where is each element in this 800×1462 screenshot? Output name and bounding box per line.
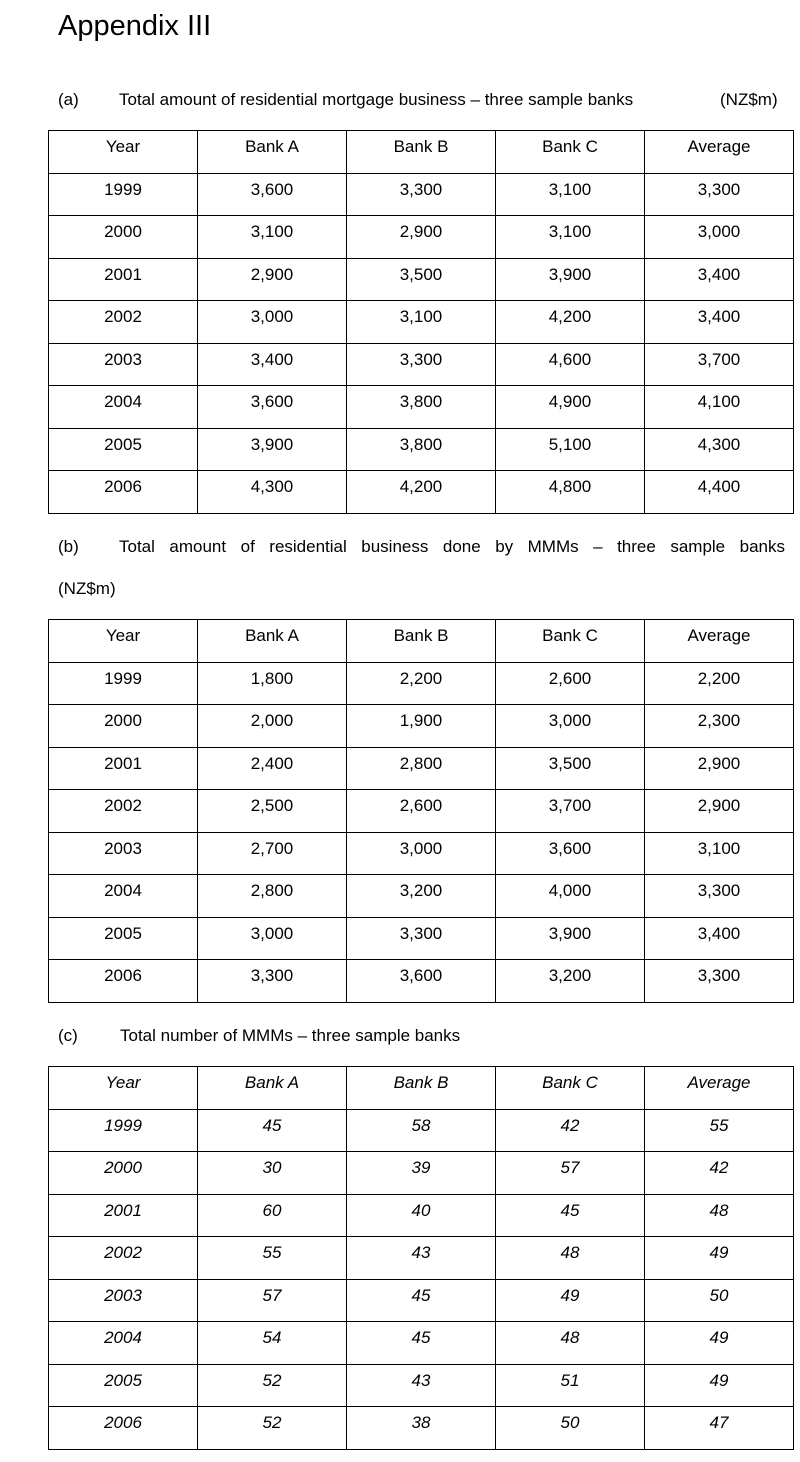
cell-bank-b: 39 <box>347 1152 496 1195</box>
table-header-row <box>49 1067 794 1110</box>
cell-bank-a: 57 <box>198 1279 347 1322</box>
cell-year: 2000 <box>49 1152 198 1195</box>
cell-bank-c: 3,900 <box>496 917 645 960</box>
cell-bank-a: 3,000 <box>198 301 347 344</box>
cell-average: 48 <box>645 1194 794 1237</box>
table-header-row <box>49 131 794 174</box>
col-header-average: Average <box>645 1067 794 1110</box>
cell-bank-b: 3,600 <box>347 960 496 1003</box>
cell-year: 2001 <box>49 258 198 301</box>
cell-average: 4,100 <box>645 386 794 429</box>
cell-bank-b: 2,600 <box>347 790 496 833</box>
cell-bank-c: 3,000 <box>496 705 645 748</box>
cell-average: 3,100 <box>645 832 794 875</box>
cell-bank-a: 2,000 <box>198 705 347 748</box>
cell-bank-c: 3,900 <box>496 258 645 301</box>
cell-average: 3,400 <box>645 258 794 301</box>
cell-year: 2003 <box>49 1279 198 1322</box>
table-row <box>49 1407 794 1450</box>
col-header-bank-b: Bank B <box>347 131 496 174</box>
cell-bank-c: 3,700 <box>496 790 645 833</box>
cell-bank-c: 48 <box>496 1237 645 1280</box>
table-row <box>49 258 794 301</box>
cell-bank-a: 54 <box>198 1322 347 1365</box>
cell-average: 4,300 <box>645 428 794 471</box>
cell-bank-a: 2,700 <box>198 832 347 875</box>
cell-bank-c: 4,000 <box>496 875 645 918</box>
cell-bank-a: 45 <box>198 1109 347 1152</box>
cell-bank-b: 3,800 <box>347 428 496 471</box>
cell-year: 2003 <box>49 343 198 386</box>
table-row <box>49 471 794 514</box>
cell-bank-c: 2,600 <box>496 662 645 705</box>
table-row <box>49 301 794 344</box>
cell-average: 2,900 <box>645 747 794 790</box>
cell-year: 2006 <box>49 1407 198 1450</box>
table-row <box>49 662 794 705</box>
cell-bank-a: 60 <box>198 1194 347 1237</box>
cell-year: 2004 <box>49 386 198 429</box>
cell-average: 3,000 <box>645 216 794 259</box>
cell-bank-a: 2,800 <box>198 875 347 918</box>
cell-year: 2002 <box>49 301 198 344</box>
col-header-bank-a: Bank A <box>198 131 347 174</box>
table-row <box>49 832 794 875</box>
cell-bank-a: 3,600 <box>198 173 347 216</box>
table-row <box>49 343 794 386</box>
cell-average: 55 <box>645 1109 794 1152</box>
cell-average: 49 <box>645 1364 794 1407</box>
cell-bank-a: 2,400 <box>198 747 347 790</box>
table-row <box>49 875 794 918</box>
cell-year: 2004 <box>49 1322 198 1365</box>
cell-average: 49 <box>645 1322 794 1365</box>
col-header-bank-c: Bank C <box>496 620 645 663</box>
cell-bank-a: 3,900 <box>198 428 347 471</box>
table-row <box>49 1364 794 1407</box>
cell-year: 2004 <box>49 875 198 918</box>
col-header-year: Year <box>49 1067 198 1110</box>
cell-bank-c: 42 <box>496 1109 645 1152</box>
cell-bank-c: 3,200 <box>496 960 645 1003</box>
cell-average: 2,200 <box>645 662 794 705</box>
table-row <box>49 1322 794 1365</box>
cell-bank-b: 3,300 <box>347 173 496 216</box>
cell-bank-b: 43 <box>347 1364 496 1407</box>
table-row <box>49 1237 794 1280</box>
cell-year: 2002 <box>49 790 198 833</box>
cell-bank-a: 2,900 <box>198 258 347 301</box>
table-row <box>49 917 794 960</box>
cell-year: 2005 <box>49 1364 198 1407</box>
cell-year: 2000 <box>49 705 198 748</box>
cell-year: 1999 <box>49 173 198 216</box>
section-a-caption: Total amount of residential mortgage business – three sample banks <box>119 90 634 109</box>
cell-bank-c: 3,600 <box>496 832 645 875</box>
table-row <box>49 1194 794 1237</box>
section-b-letter: (b) <box>58 537 79 556</box>
cell-year: 2005 <box>49 428 198 471</box>
cell-year: 2001 <box>49 747 198 790</box>
table-row <box>49 428 794 471</box>
cell-year: 2003 <box>49 832 198 875</box>
cell-bank-b: 38 <box>347 1407 496 1450</box>
cell-year: 2001 <box>49 1194 198 1237</box>
cell-year: 1999 <box>49 1109 198 1152</box>
cell-average: 42 <box>645 1152 794 1195</box>
table-row <box>49 960 794 1003</box>
cell-average: 4,400 <box>645 471 794 514</box>
cell-bank-c: 48 <box>496 1322 645 1365</box>
cell-average: 3,300 <box>645 875 794 918</box>
section-b-unit: (NZ$m) <box>58 579 116 598</box>
cell-year: 2002 <box>49 1237 198 1280</box>
col-header-average: Average <box>645 620 794 663</box>
cell-bank-c: 4,900 <box>496 386 645 429</box>
cell-bank-c: 4,800 <box>496 471 645 514</box>
cell-bank-c: 3,100 <box>496 216 645 259</box>
cell-bank-c: 57 <box>496 1152 645 1195</box>
cell-bank-a: 52 <box>198 1364 347 1407</box>
cell-bank-b: 40 <box>347 1194 496 1237</box>
cell-average: 50 <box>645 1279 794 1322</box>
table-header-row <box>49 620 794 663</box>
cell-bank-b: 3,500 <box>347 258 496 301</box>
cell-bank-a: 3,400 <box>198 343 347 386</box>
section-c-letter: (c) <box>58 1026 78 1045</box>
table-row <box>49 705 794 748</box>
cell-bank-c: 3,500 <box>496 747 645 790</box>
section-a-unit: (NZ$m) <box>720 90 778 109</box>
cell-bank-b: 3,800 <box>347 386 496 429</box>
cell-bank-a: 3,600 <box>198 386 347 429</box>
col-header-bank-c: Bank C <box>496 131 645 174</box>
cell-average: 3,300 <box>645 173 794 216</box>
cell-average: 3,400 <box>645 301 794 344</box>
col-header-bank-c: Bank C <box>496 1067 645 1110</box>
col-header-bank-a: Bank A <box>198 620 347 663</box>
table-row <box>49 747 794 790</box>
cell-bank-a: 1,800 <box>198 662 347 705</box>
cell-bank-a: 3,100 <box>198 216 347 259</box>
cell-bank-c: 4,600 <box>496 343 645 386</box>
cell-bank-a: 52 <box>198 1407 347 1450</box>
cell-bank-b: 3,100 <box>347 301 496 344</box>
table-row <box>49 386 794 429</box>
page-title: Appendix III <box>58 10 212 42</box>
cell-year: 2005 <box>49 917 198 960</box>
cell-bank-a: 55 <box>198 1237 347 1280</box>
cell-bank-b: 43 <box>347 1237 496 1280</box>
section-b-caption: Total amount of residential business done by MMMs – three sample banks <box>119 537 785 556</box>
mmm-business-table <box>48 619 794 1003</box>
cell-bank-a: 3,300 <box>198 960 347 1003</box>
cell-average: 47 <box>645 1407 794 1450</box>
cell-bank-b: 2,900 <box>347 216 496 259</box>
cell-bank-a: 4,300 <box>198 471 347 514</box>
cell-bank-b: 3,300 <box>347 343 496 386</box>
cell-bank-a: 3,000 <box>198 917 347 960</box>
cell-bank-c: 5,100 <box>496 428 645 471</box>
table-row <box>49 173 794 216</box>
table-row <box>49 1152 794 1195</box>
cell-bank-c: 3,100 <box>496 173 645 216</box>
section-c-caption: Total number of MMMs – three sample banks <box>120 1026 461 1045</box>
cell-bank-b: 2,200 <box>347 662 496 705</box>
col-header-average: Average <box>645 131 794 174</box>
cell-year: 1999 <box>49 662 198 705</box>
cell-average: 3,700 <box>645 343 794 386</box>
cell-bank-b: 45 <box>347 1322 496 1365</box>
cell-average: 49 <box>645 1237 794 1280</box>
cell-bank-c: 49 <box>496 1279 645 1322</box>
col-header-bank-a: Bank A <box>198 1067 347 1110</box>
cell-bank-c: 4,200 <box>496 301 645 344</box>
cell-bank-b: 58 <box>347 1109 496 1152</box>
cell-year: 2000 <box>49 216 198 259</box>
col-header-bank-b: Bank B <box>347 1067 496 1110</box>
cell-bank-b: 3,200 <box>347 875 496 918</box>
mmm-count-table <box>48 1066 794 1450</box>
cell-bank-c: 45 <box>496 1194 645 1237</box>
cell-year: 2006 <box>49 471 198 514</box>
cell-bank-c: 50 <box>496 1407 645 1450</box>
cell-bank-b: 3,000 <box>347 832 496 875</box>
cell-year: 2006 <box>49 960 198 1003</box>
mortgage-business-table <box>48 130 794 514</box>
cell-average: 3,400 <box>645 917 794 960</box>
col-header-year: Year <box>49 131 198 174</box>
cell-bank-b: 45 <box>347 1279 496 1322</box>
cell-bank-b: 3,300 <box>347 917 496 960</box>
table-row <box>49 1109 794 1152</box>
table-row <box>49 1279 794 1322</box>
col-header-bank-b: Bank B <box>347 620 496 663</box>
table-row <box>49 790 794 833</box>
cell-bank-b: 1,900 <box>347 705 496 748</box>
cell-bank-a: 30 <box>198 1152 347 1195</box>
cell-bank-a: 2,500 <box>198 790 347 833</box>
cell-average: 2,900 <box>645 790 794 833</box>
table-row <box>49 216 794 259</box>
section-a-letter: (a) <box>58 90 79 109</box>
cell-bank-b: 4,200 <box>347 471 496 514</box>
cell-bank-b: 2,800 <box>347 747 496 790</box>
col-header-year: Year <box>49 620 198 663</box>
cell-average: 3,300 <box>645 960 794 1003</box>
cell-average: 2,300 <box>645 705 794 748</box>
cell-bank-c: 51 <box>496 1364 645 1407</box>
